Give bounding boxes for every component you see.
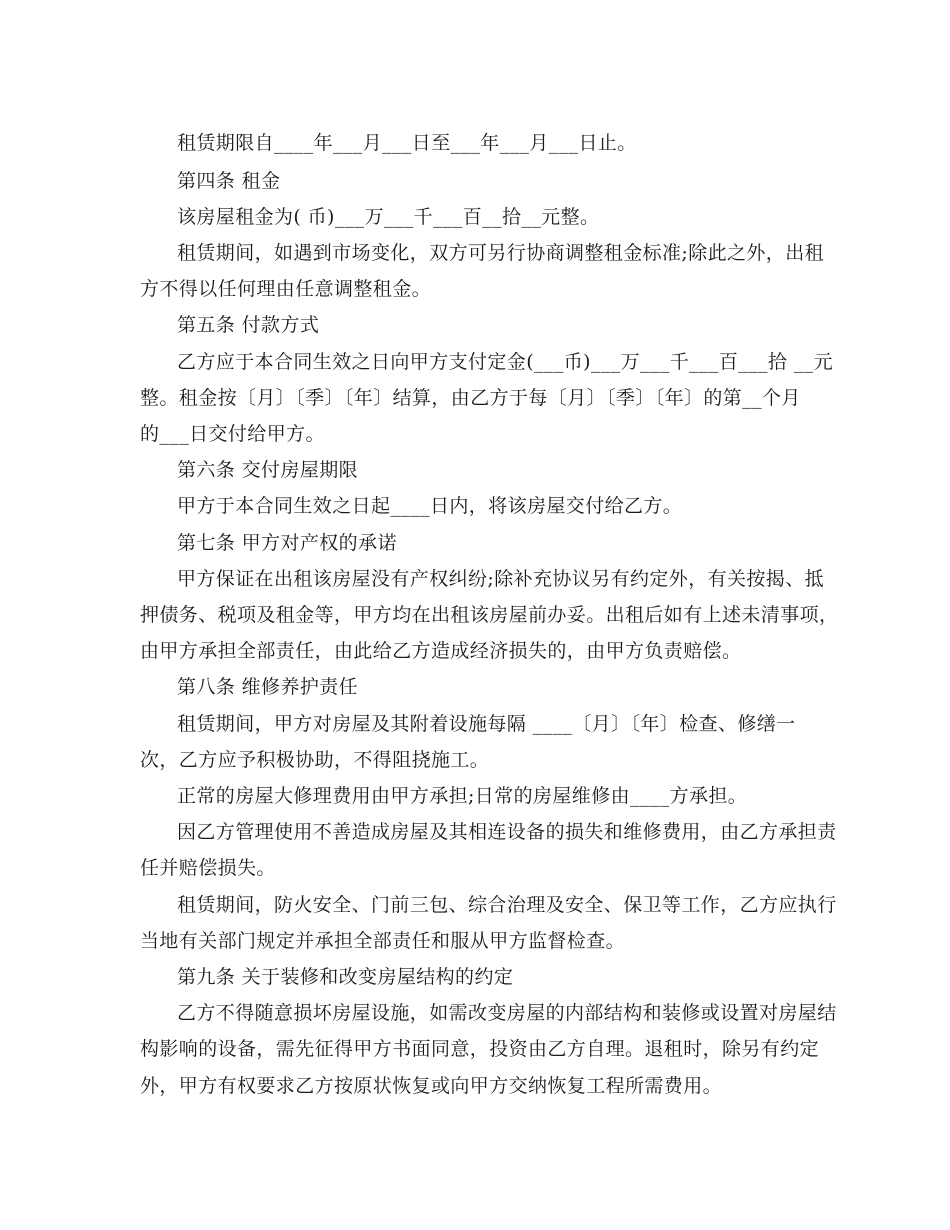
delivery-line: 甲方于本合同生效之日起____日内，将该房屋交付给乙方。 xyxy=(177,495,683,517)
safety-line-1: 租赁期间，防火安全、门前三包、综合治理及安全、保卫等工作，乙方应执行 xyxy=(177,894,837,916)
maintenance-line-2: 次，乙方应予积极协助，不得阻挠施工。 xyxy=(140,749,490,771)
article-6-heading: 第六条 交付房屋期限 xyxy=(177,459,359,481)
maintenance-line-1: 租赁期间，甲方对房屋及其附着设施每隔 ____〔月〕〔年〕检查、修缮一 xyxy=(177,713,796,735)
rent-amount-line: 该房屋租金为( 币)___万___千___百__拾__元整。 xyxy=(177,206,600,228)
article-8-heading: 第八条 维修养护责任 xyxy=(177,676,359,698)
damage-line-1: 因乙方管理使用不善造成房屋及其相连设备的损失和维修费用，由乙方承担责 xyxy=(177,821,837,843)
safety-line-2: 当地有关部门规定并承担全部责任和服从甲方监督检查。 xyxy=(140,930,626,952)
ownership-line-1: 甲方保证在出租该房屋没有产权纠纷;除补充协议另有约定外，有关按揭、抵 xyxy=(177,568,825,590)
ownership-line-2: 押债务、税项及租金等，甲方均在出租该房屋前办妥。出租后如有上述未清事项， xyxy=(140,604,839,626)
renovation-line-3: 外，甲方有权要求乙方按原状恢复或向甲方交纳恢复工程所需费用。 xyxy=(140,1075,723,1097)
renovation-line-2: 构影响的设备，需先征得甲方书面同意，投资由乙方自理。退租时，除另有约定 xyxy=(140,1038,820,1060)
ownership-line-3: 由甲方承担全部责任，由此给乙方造成经济损失的，由甲方负责赔偿。 xyxy=(140,640,742,662)
payment-line-2: 整。租金按〔月〕〔季〕〔年〕结算，由乙方于每〔月〕〔季〕〔年〕的第__个月 xyxy=(140,387,801,409)
repair-cost-line: 正常的房屋大修理费用由甲方承担;日常的房屋维修由____方承担。 xyxy=(177,785,748,807)
payment-line-1: 乙方应于本合同生效之日向甲方支付定金(___币)___万___千___百___拾 __元 xyxy=(177,351,833,373)
rent-adjust-line-2: 方不得以任何理由任意调整租金。 xyxy=(140,278,432,300)
rent-adjust-line-1: 租赁期间，如遇到市场变化，双方可另行协商调整租金标准;除此之外，出租 xyxy=(177,242,825,264)
renovation-line-1: 乙方不得随意损坏房屋设施，如需改变房屋的内部结构和装修或设置对房屋结 xyxy=(177,1002,837,1024)
lease-term-line: 租赁期限自____年___月___日至___年___月___日止。 xyxy=(177,132,637,154)
article-4-heading: 第四条 租金 xyxy=(177,170,281,192)
payment-line-3: 的___日交付给甲方。 xyxy=(140,423,325,445)
article-5-heading: 第五条 付款方式 xyxy=(177,314,320,336)
damage-line-2: 任并赔偿损失。 xyxy=(140,857,276,879)
article-7-heading: 第七条 甲方对产权的承诺 xyxy=(177,532,397,554)
article-9-heading: 第九条 关于装修和改变房屋结构的约定 xyxy=(177,966,514,988)
